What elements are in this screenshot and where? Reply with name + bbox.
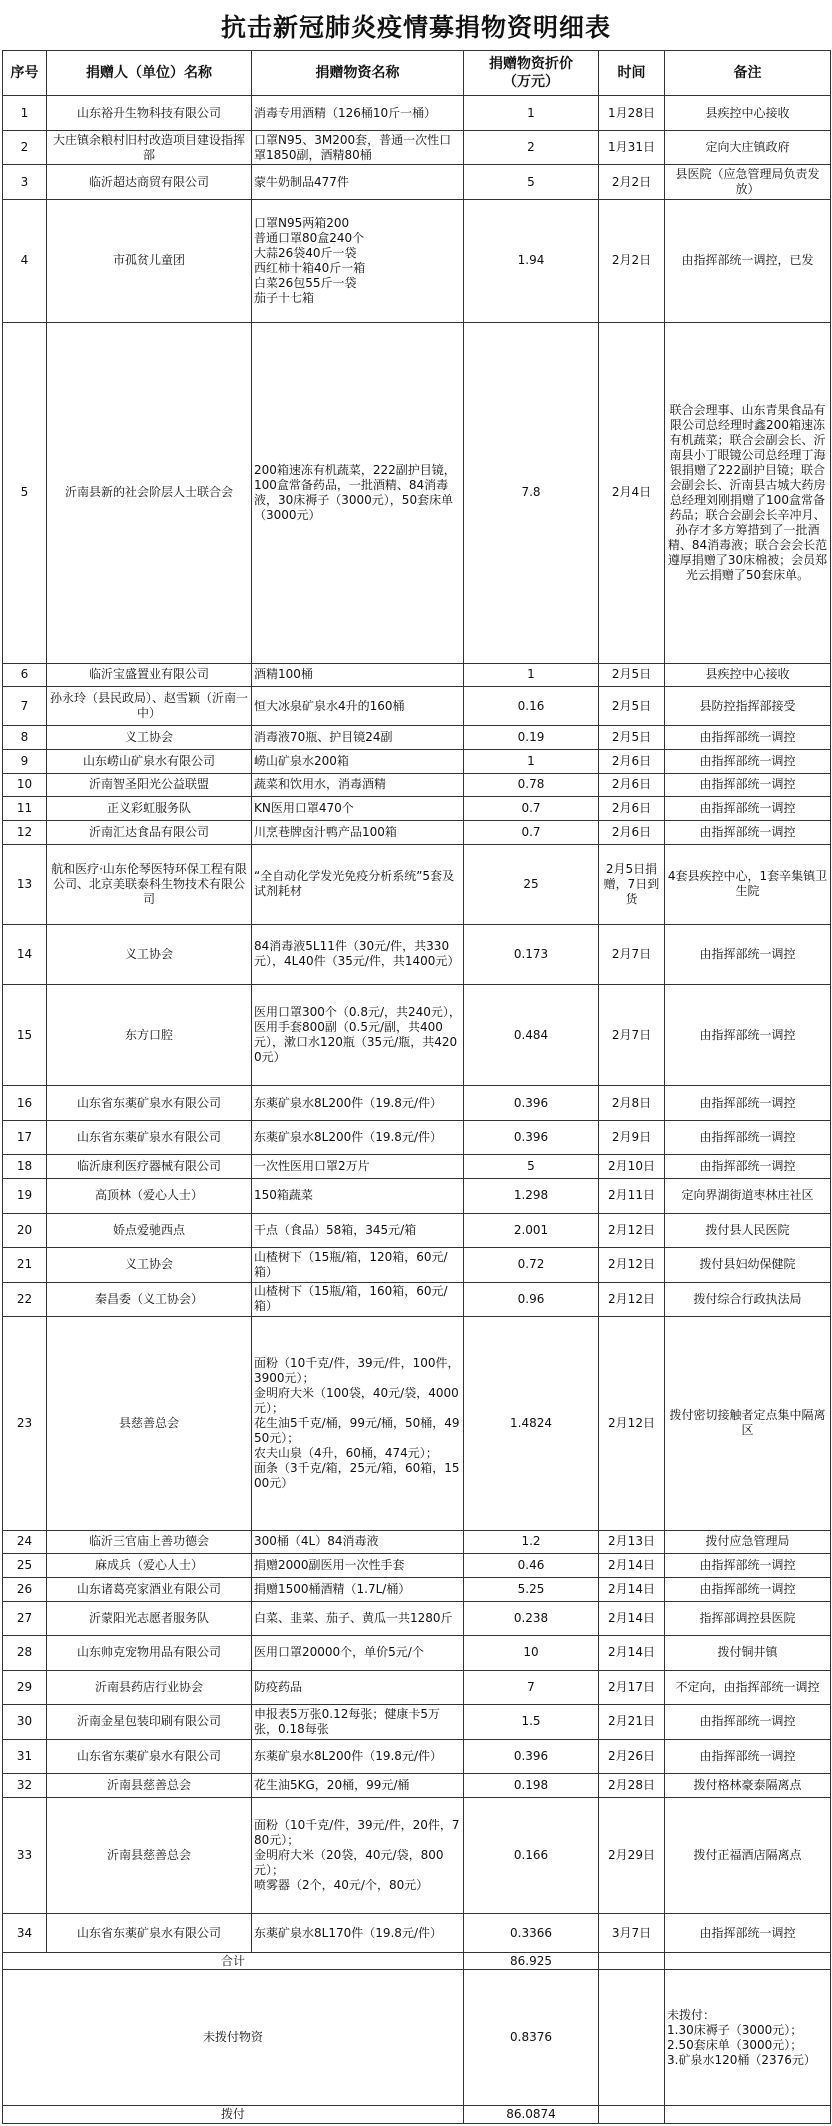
remark: 由指挥部统一调控，已发 <box>665 199 831 322</box>
donated-items: 酒精100桶 <box>252 663 464 687</box>
donated-items: 消毒液70瓶、护目镜24副 <box>252 726 464 750</box>
donation-date: 2月12日 <box>599 1213 665 1248</box>
donor-name: 市孤贫儿童团 <box>47 199 252 322</box>
donated-items: 口罩N95、3M200套，普通一次性口罩1850副，酒精80桶 <box>252 130 464 165</box>
remark: 由指挥部统一调控 <box>665 773 831 797</box>
page-title: 抗击新冠肺炎疫情募捐物资明细表 <box>220 13 611 42</box>
donor-name: 临沂超达商贸有限公司 <box>47 165 252 200</box>
table-body <box>3 51 831 2124</box>
donation-value: 0.173 <box>464 924 599 984</box>
donation-value: 0.72 <box>464 1248 599 1283</box>
distributed-value: 86.0874 <box>464 2106 599 2124</box>
donation-date: 2月10日 <box>599 1155 665 1179</box>
row-number: 9 <box>3 749 47 773</box>
row-number: 32 <box>3 1774 47 1798</box>
donation-date: 2月12日 <box>599 1282 665 1317</box>
donor-name: 东方口腔 <box>47 984 252 1085</box>
donor-name: 山东崂山矿泉水有限公司 <box>47 749 252 773</box>
donation-date: 2月26日 <box>599 1739 665 1774</box>
donated-items: 蒙牛奶制品477件 <box>252 165 464 200</box>
row-number: 4 <box>3 199 47 322</box>
donated-items: 东薬矿泉水8L200件（19.8元/件） <box>252 1086 464 1121</box>
remark: 拨付应急管理局 <box>665 1530 831 1554</box>
donor-name: 沂蒙阳光志愿者服务队 <box>47 1601 252 1636</box>
row-number: 7 <box>3 687 47 726</box>
donor-name: 山东帅克宠物用品有限公司 <box>47 1636 252 1671</box>
donation-date: 2月17日 <box>599 1670 665 1705</box>
table-row <box>3 96 831 131</box>
donation-value: 0.396 <box>464 1120 599 1155</box>
remark: 定向大庄镇政府 <box>665 130 831 165</box>
donation-value: 0.7 <box>464 820 599 844</box>
remark: 指挥部调控县医院 <box>665 1601 831 1636</box>
row-number: 21 <box>3 1248 47 1283</box>
donation-date: 2月6日 <box>599 797 665 821</box>
donation-date: 2月4日 <box>599 322 665 663</box>
remark: 县防控指挥部接受 <box>665 687 831 726</box>
table-row <box>3 1577 831 1601</box>
donor-name: 山东诸葛亮家酒业有限公司 <box>47 1577 252 1601</box>
donation-value: 10 <box>464 1636 599 1671</box>
table-row <box>3 1120 831 1155</box>
donation-value: 1.4824 <box>464 1317 599 1531</box>
table-row <box>3 1317 831 1531</box>
row-number: 27 <box>3 1601 47 1636</box>
row-number: 14 <box>3 924 47 984</box>
remark: 4套县疾控中心，1套辛集镇卫生院 <box>665 844 831 924</box>
total-label: 合计 <box>3 1953 464 1970</box>
donor-name: 山东省东薬矿泉水有限公司 <box>47 1914 252 1953</box>
donation-date: 2月6日 <box>599 773 665 797</box>
row-number: 1 <box>3 96 47 131</box>
row-number: 15 <box>3 984 47 1085</box>
distributed-note <box>665 2106 831 2124</box>
donated-items: 防疫药品 <box>252 1670 464 1705</box>
donation-date: 2月29日 <box>599 1797 665 1913</box>
undistributed-date <box>599 1970 665 2106</box>
donated-items: 200箱速冻有机蔬菜，222副护目镜，100盒常备药品，一批酒精、84消毒液，30床褥子（3000元），50套床单（3000元） <box>252 322 464 663</box>
distributed-row <box>3 2106 831 2124</box>
donated-items: 东薬矿泉水8L200件（19.8元/件） <box>252 1739 464 1774</box>
donation-value: 5 <box>464 165 599 200</box>
distributed-label: 拨付 <box>3 2106 464 2124</box>
row-number: 13 <box>3 844 47 924</box>
table-row <box>3 820 831 844</box>
donation-date: 2月7日 <box>599 924 665 984</box>
total-note <box>665 1953 831 1970</box>
remark: 由指挥部统一调控 <box>665 984 831 1085</box>
donated-items: 白菜、韭菜、茄子、黄瓜一共1280斤 <box>252 1601 464 1636</box>
table-row <box>3 1530 831 1554</box>
donated-items: 申报表5万张0.12每张；健康卡5万张，0.18每张 <box>252 1705 464 1740</box>
row-number: 8 <box>3 726 47 750</box>
donated-items: 山楂树下（15瓶/箱，160箱，60元/箱） <box>252 1282 464 1317</box>
donation-date: 3月7日 <box>599 1914 665 1953</box>
donor-name: 麻成兵（爱心人士） <box>47 1554 252 1578</box>
donor-name: 山东裕升生物科技有限公司 <box>47 96 252 131</box>
table-row <box>3 130 831 165</box>
donor-name: 临沂康利医疗器械有限公司 <box>47 1155 252 1179</box>
row-number: 20 <box>3 1213 47 1248</box>
table-row <box>3 1213 831 1248</box>
table-row <box>3 1248 831 1283</box>
donor-name: 航和医疗·山东伦琴医特环保工程有限公司、北京美联泰科生物技术有限公司 <box>47 844 252 924</box>
remark: 由指挥部统一调控 <box>665 1914 831 1953</box>
remark: 由指挥部统一调控 <box>665 1739 831 1774</box>
row-number: 31 <box>3 1739 47 1774</box>
donor-name: 沂南县慈善总会 <box>47 1797 252 1913</box>
total-date <box>599 1953 665 1970</box>
donated-items: 蔬菜和饮用水，消毒酒精 <box>252 773 464 797</box>
row-number: 25 <box>3 1554 47 1578</box>
donation-value: 0.396 <box>464 1739 599 1774</box>
donation-value: 1 <box>464 749 599 773</box>
distributed-date <box>599 2106 665 2124</box>
remark: 由指挥部统一调控 <box>665 726 831 750</box>
donated-items: 恒大冰泉矿泉水4升的160桶 <box>252 687 464 726</box>
donor-name: 娇点爱驰西点 <box>47 1213 252 1248</box>
row-number: 18 <box>3 1155 47 1179</box>
donation-value: 0.396 <box>464 1086 599 1121</box>
donation-value: 1.298 <box>464 1179 599 1214</box>
remark: 由指挥部统一调控 <box>665 749 831 773</box>
donation-value: 25 <box>464 844 599 924</box>
donated-items: 山楂树下（15瓶/箱，120箱，60元/箱） <box>252 1248 464 1283</box>
donated-items: 捐赠1500桶酒精（1.7L/桶） <box>252 1577 464 1601</box>
remark: 县疾控中心接收 <box>665 663 831 687</box>
donation-date: 2月8日 <box>599 1086 665 1121</box>
remark: 拨付县人民医院 <box>665 1213 831 1248</box>
remark: 由指挥部统一调控 <box>665 1120 831 1155</box>
donor-name: 沂南县药店行业协会 <box>47 1670 252 1705</box>
table-row <box>3 1670 831 1705</box>
donation-value: 0.96 <box>464 1282 599 1317</box>
donor-name: 山东省东薬矿泉水有限公司 <box>47 1739 252 1774</box>
donated-items: “全自动化学发光免疫分析系统”5套及试剂耗材 <box>252 844 464 924</box>
donor-name: 义工协会 <box>47 726 252 750</box>
donated-items: 干点（食品）58箱，345元/箱 <box>252 1213 464 1248</box>
donor-name: 临沂宝盛置业有限公司 <box>47 663 252 687</box>
table-row <box>3 1705 831 1740</box>
donation-date: 2月5日 <box>599 663 665 687</box>
row-number: 16 <box>3 1086 47 1121</box>
donated-items: 84消毒液5L11件（30元/件，共330元），4L40件（35元/件，共1400元） <box>252 924 464 984</box>
donor-name: 义工协会 <box>47 924 252 984</box>
row-number: 22 <box>3 1282 47 1317</box>
donated-items: KN医用口罩470个 <box>252 797 464 821</box>
donor-name: 沂南县新的社会阶层人士联合会 <box>47 322 252 663</box>
remark: 由指挥部统一调控 <box>665 1155 831 1179</box>
undistributed-value: 0.8376 <box>464 1970 599 2106</box>
donor-name: 孙永玲（县民政局）、赵雪颖（沂南一中） <box>47 687 252 726</box>
donor-name: 沂南金星包装印刷有限公司 <box>47 1705 252 1740</box>
row-number: 5 <box>3 322 47 663</box>
donation-date: 2月2日 <box>599 199 665 322</box>
donation-date: 2月14日 <box>599 1601 665 1636</box>
donation-table <box>2 50 831 2124</box>
remark: 由指挥部统一调控 <box>665 924 831 984</box>
donor-name: 秦昌委（义工协会） <box>47 1282 252 1317</box>
remark: 拨付正福酒店隔离点 <box>665 1797 831 1913</box>
donation-value: 5 <box>464 1155 599 1179</box>
donor-name: 县慈善总会 <box>47 1317 252 1531</box>
table-row <box>3 1155 831 1179</box>
donation-date: 2月12日 <box>599 1317 665 1531</box>
remark: 拨付县妇幼保健院 <box>665 1248 831 1283</box>
donation-date: 2月6日 <box>599 820 665 844</box>
remark: 由指挥部统一调控 <box>665 1086 831 1121</box>
donated-items: 东薬矿泉水8L200件（19.8元/件） <box>252 1120 464 1155</box>
donor-name: 义工协会 <box>47 1248 252 1283</box>
undistributed-label: 未拨付物资 <box>3 1970 464 2106</box>
table-row <box>3 1739 831 1774</box>
donation-date: 2月2日 <box>599 165 665 200</box>
donated-items: 300桶（4L）84消毒液 <box>252 1530 464 1554</box>
donation-date: 2月12日 <box>599 1248 665 1283</box>
donation-value: 7 <box>464 1670 599 1705</box>
table-row <box>3 924 831 984</box>
donation-date: 2月7日 <box>599 984 665 1085</box>
donation-value: 5.25 <box>464 1577 599 1601</box>
remark: 由指挥部统一调控 <box>665 1705 831 1740</box>
donation-value: 0.16 <box>464 687 599 726</box>
row-number: 28 <box>3 1636 47 1671</box>
header-cell: 备注 <box>665 51 831 96</box>
donation-date: 2月13日 <box>599 1530 665 1554</box>
remark: 县医院（应急管理局负责发放） <box>665 165 831 200</box>
row-number: 33 <box>3 1797 47 1913</box>
table-row <box>3 1179 831 1214</box>
table-row <box>3 663 831 687</box>
row-number: 6 <box>3 663 47 687</box>
table-row <box>3 687 831 726</box>
table-row <box>3 797 831 821</box>
donation-value: 0.19 <box>464 726 599 750</box>
header-cell: 序号 <box>3 51 47 96</box>
donation-value: 0.3366 <box>464 1914 599 1953</box>
donation-value: 0.46 <box>464 1554 599 1578</box>
donation-value: 0.484 <box>464 984 599 1085</box>
donor-name: 正义彩虹服务队 <box>47 797 252 821</box>
donor-name: 沂南汇达食品有限公司 <box>47 820 252 844</box>
donation-value: 1 <box>464 663 599 687</box>
table-row <box>3 1797 831 1913</box>
total-row <box>3 1953 831 1970</box>
row-number: 26 <box>3 1577 47 1601</box>
header-cell: 时间 <box>599 51 665 96</box>
row-number: 29 <box>3 1670 47 1705</box>
table-row <box>3 1636 831 1671</box>
table-row <box>3 1086 831 1121</box>
remark: 拨付铜井镇 <box>665 1636 831 1671</box>
donation-date: 2月11日 <box>599 1179 665 1214</box>
donation-date: 2月28日 <box>599 1774 665 1798</box>
remark: 由指挥部统一调控 <box>665 1577 831 1601</box>
donation-value: 0.7 <box>464 797 599 821</box>
table-row <box>3 726 831 750</box>
row-number: 10 <box>3 773 47 797</box>
donation-date: 1月31日 <box>599 130 665 165</box>
donation-date: 2月14日 <box>599 1636 665 1671</box>
remark: 拨付格林豪泰隔离点 <box>665 1774 831 1798</box>
table-row <box>3 1914 831 1953</box>
remark: 由指挥部统一调控 <box>665 797 831 821</box>
donation-value: 0.198 <box>464 1774 599 1798</box>
donation-value: 1.94 <box>464 199 599 322</box>
undistributed-note: 未拨付： 1.30床褥子（3000元）； 2.50套床单（3000元）； 3.矿泉水120桶（2376元） <box>665 1970 831 2106</box>
remark: 拨付综合行政执法局 <box>665 1282 831 1317</box>
donated-items: 150箱蔬菜 <box>252 1179 464 1214</box>
donation-value: 0.166 <box>464 1797 599 1913</box>
donation-date: 2月5日 <box>599 726 665 750</box>
row-number: 34 <box>3 1914 47 1953</box>
donated-items: 花生油5KG，20桶，99元/桶 <box>252 1774 464 1798</box>
remark: 拨付密切接触者定点集中隔离区 <box>665 1317 831 1531</box>
donation-date: 2月21日 <box>599 1705 665 1740</box>
donation-value: 1.5 <box>464 1705 599 1740</box>
table-row <box>3 844 831 924</box>
donor-name: 沂南智圣阳光公益联盟 <box>47 773 252 797</box>
row-number: 30 <box>3 1705 47 1740</box>
row-number: 23 <box>3 1317 47 1531</box>
header-cell: 捐赠物资折价 （万元） <box>464 51 599 96</box>
table-row <box>3 749 831 773</box>
table-row <box>3 199 831 322</box>
table-row <box>3 1774 831 1798</box>
donor-name: 高顶林（爱心人士） <box>47 1179 252 1214</box>
donated-items: 医用口罩300个（0.8元/，共240元），医用手套800副（0.5元/副，共400元），漱口水120瓶（35元/瓶，共4200元） <box>252 984 464 1085</box>
remark: 县疾控中心接收 <box>665 96 831 131</box>
donation-date: 2月9日 <box>599 1120 665 1155</box>
donation-date: 2月6日 <box>599 749 665 773</box>
donation-value: 1 <box>464 96 599 131</box>
donation-value: 0.78 <box>464 773 599 797</box>
donor-name: 临沂三官庙上善功德会 <box>47 1530 252 1554</box>
table-row <box>3 1554 831 1578</box>
total-value: 86.925 <box>464 1953 599 1970</box>
remark: 联合会理事、山东青果食品有限公司总经理时鑫200箱速冻有机蔬菜；联合会副会长、沂南县小丁眼镜公司总经理丁海银捐赠了222副护目镜；联合会副会长、沂南县古城大药房总经理刘刚捐赠了100盒常备药品；联合会副会长辛冲月、孙存才多方筹措到了一批酒精、84消毒液；联合会会长范遵厚捐赠了30床棉被；会员郑光云捐赠了50套床单。 <box>665 322 831 663</box>
header-cell: 捐赠物资名称 <box>252 51 464 96</box>
donor-name: 山东省东薬矿泉水有限公司 <box>47 1086 252 1121</box>
donation-value: 7.8 <box>464 322 599 663</box>
header-row <box>3 51 831 96</box>
donor-name: 大庄镇余粮村旧村改造项目建设指挥部 <box>47 130 252 165</box>
donated-items: 捐赠2000副医用一次性手套 <box>252 1554 464 1578</box>
donated-items: 医用口罩20000个，单价5元/个 <box>252 1636 464 1671</box>
donated-items: 崂山矿泉水200箱 <box>252 749 464 773</box>
table-row <box>3 773 831 797</box>
row-number: 17 <box>3 1120 47 1155</box>
donated-items: 面粉（10千克/件，39元/件，100件，3900元）； 金明府大米（100袋，40元/袋，4000元）； 花生油5千克/桶，99元/桶，50桶，4950元）； 农夫山泉（4升，60桶，474元）； 面条（3千克/箱，25元/箱，60箱，1500元） <box>252 1317 464 1531</box>
donor-name: 山东省东薬矿泉水有限公司 <box>47 1120 252 1155</box>
donation-date: 2月5日捐赠，7日到货 <box>599 844 665 924</box>
donation-value: 0.238 <box>464 1601 599 1636</box>
remark: 由指挥部统一调控 <box>665 820 831 844</box>
row-number: 24 <box>3 1530 47 1554</box>
donation-date: 2月14日 <box>599 1554 665 1578</box>
row-number: 3 <box>3 165 47 200</box>
donation-date: 2月14日 <box>599 1577 665 1601</box>
donated-items: 川烹巷牌卤汁鸭产品100箱 <box>252 820 464 844</box>
row-number: 19 <box>3 1179 47 1214</box>
donated-items: 面粉（10千克/件，39元/件，20件，780元）； 金明府大米（20袋，40元/袋，800元）； 喷雾器（2个，40元/个，80元） <box>252 1797 464 1913</box>
donation-value: 1.2 <box>464 1530 599 1554</box>
donation-value: 2 <box>464 130 599 165</box>
header-cell: 捐赠人（单位）名称 <box>47 51 252 96</box>
donated-items: 东薬矿泉水8L170件（19.8元/件） <box>252 1914 464 1953</box>
remark: 不定向，由指挥部统一调控 <box>665 1670 831 1705</box>
table-row <box>3 165 831 200</box>
row-number: 12 <box>3 820 47 844</box>
table-row <box>3 984 831 1085</box>
row-number: 11 <box>3 797 47 821</box>
table-row <box>3 1601 831 1636</box>
donor-name: 沂南县慈善总会 <box>47 1774 252 1798</box>
donated-items: 消毒专用酒精（126桶10斤一桶） <box>252 96 464 131</box>
undistributed-row <box>3 1970 831 2106</box>
remark: 定向界湖街道枣林庄社区 <box>665 1179 831 1214</box>
donation-value: 2.001 <box>464 1213 599 1248</box>
donation-date: 2月5日 <box>599 687 665 726</box>
table-row <box>3 1282 831 1317</box>
donation-date: 1月28日 <box>599 96 665 131</box>
donated-items: 一次性医用口罩2万片 <box>252 1155 464 1179</box>
donated-items: 口罩N95两箱200 普通口罩80盒240个 大蒜26袋40斤一袋 西红柿十箱40斤一箱 白菜26包55斤一袋 茄子十七箱 <box>252 199 464 322</box>
remark: 由指挥部统一调控 <box>665 1554 831 1578</box>
table-row <box>3 322 831 663</box>
row-number: 2 <box>3 130 47 165</box>
